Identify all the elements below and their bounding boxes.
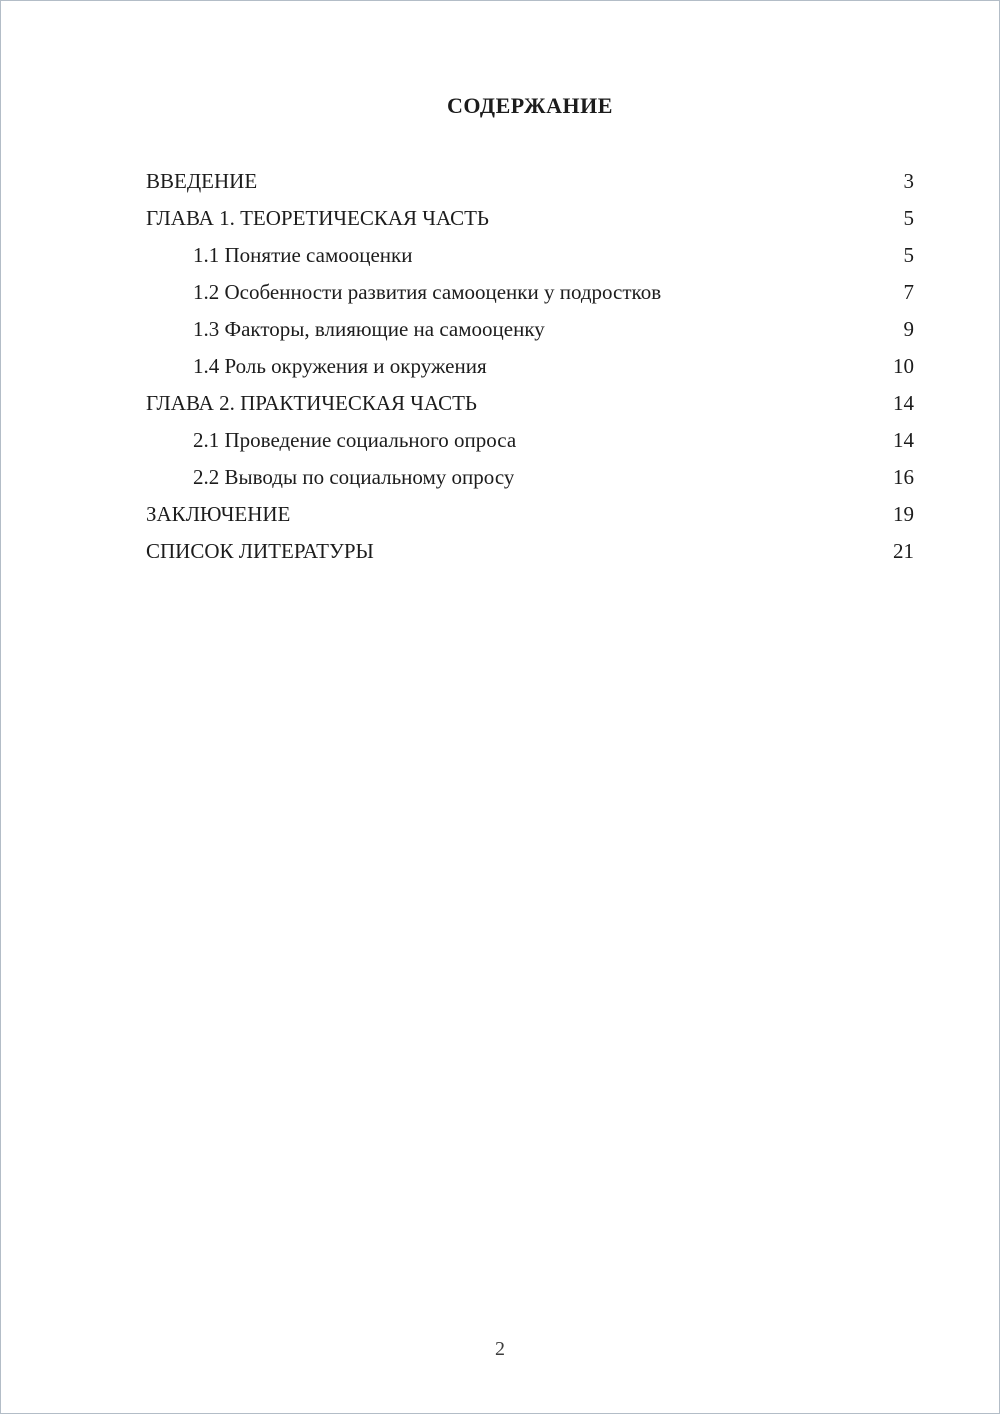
toc-entry-label: ГЛАВА 2. ПРАКТИЧЕСКАЯ ЧАСТЬ: [146, 391, 477, 415]
toc-entry-page: 5: [903, 206, 914, 230]
toc-entry-label: ГЛАВА 1. ТЕОРЕТИЧЕСКАЯ ЧАСТЬ: [146, 206, 489, 230]
toc-row: [146, 459, 914, 496]
toc-entry-label: ЗАКЛЮЧЕНИЕ: [146, 502, 291, 526]
toc-entry-page: 10: [893, 354, 914, 378]
toc-entry-page: 19: [893, 502, 914, 526]
toc-entry-label: СПИСОК ЛИТЕРАТУРЫ: [146, 539, 374, 563]
page-title: СОДЕРЖАНИЕ: [447, 93, 613, 118]
toc-entry-label: 1.2 Особенности развития самооценки у подростков: [193, 280, 662, 304]
toc-row: [146, 496, 914, 533]
toc-row: [146, 237, 914, 274]
toc-row: [146, 274, 914, 311]
page-content: [1, 1, 999, 570]
toc-entry-page: 16: [893, 465, 914, 489]
toc-row: [146, 163, 914, 200]
toc-row: [146, 385, 914, 422]
toc-entry-label: ВВЕДЕНИЕ: [146, 169, 258, 193]
toc-entry-label: 2.2 Выводы по социальному опросу: [193, 465, 515, 489]
toc-row: [146, 311, 914, 348]
toc-row: [146, 422, 914, 459]
table-of-contents: [146, 163, 914, 570]
toc-entry-page: 21: [893, 539, 914, 563]
toc-entry-page: 14: [893, 428, 914, 452]
toc-entry-page: 7: [903, 280, 914, 304]
toc-entry-label: 1.4 Роль окружения и окружения: [193, 354, 487, 378]
page-number: 2: [495, 1338, 505, 1360]
toc-row: [146, 200, 914, 237]
toc-row: [146, 533, 914, 570]
toc-entry-page: 3: [903, 169, 914, 193]
toc-entry-label: 1.3 Факторы, влияющие на самооценку: [193, 317, 545, 341]
toc-entry-label: 1.1 Понятие самооценки: [193, 243, 413, 267]
toc-entry-page: 5: [903, 243, 914, 267]
toc-entry-label: 2.1 Проведение социального опроса: [193, 428, 517, 452]
toc-entry-page: 9: [903, 317, 914, 341]
toc-row: [146, 348, 914, 385]
toc-entry-page: 14: [893, 391, 914, 415]
